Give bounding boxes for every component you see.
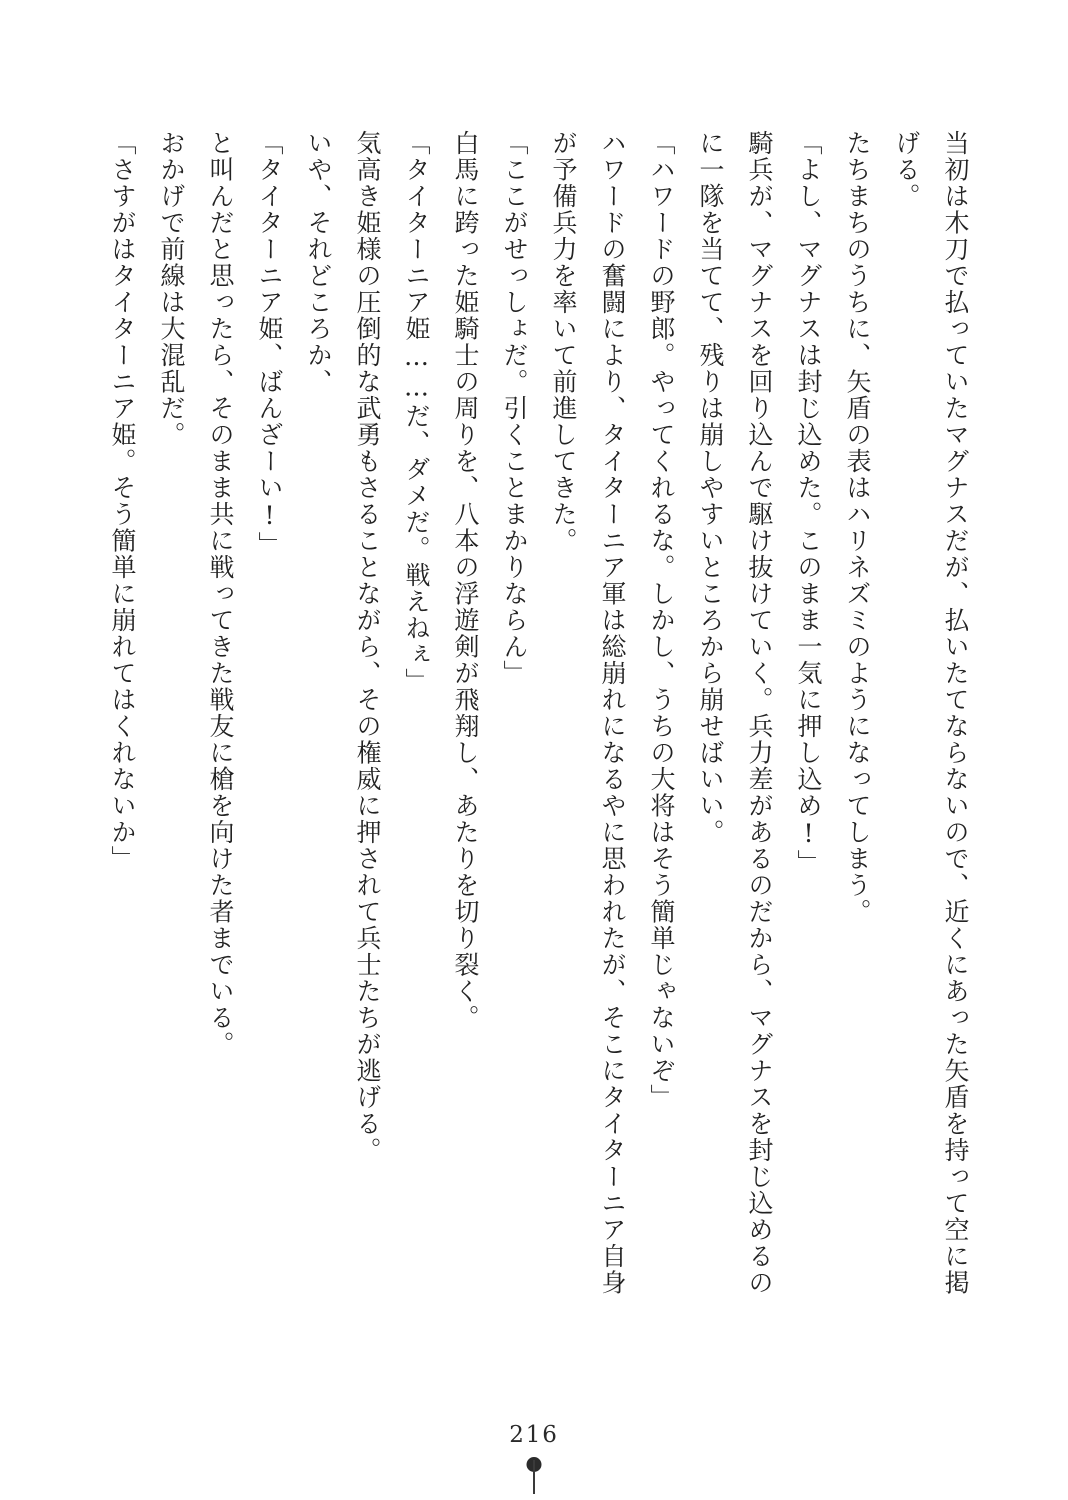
page-body-text	[100, 130, 980, 1310]
paragraph: 「タイターニア姫……だ、ダメだ。戦えねぇ」	[402, 130, 431, 695]
paragraph: ハワードの奮闘により、タイターニア軍は総崩れになるやに思われたが、そこにタイターニア自身が予備兵力を率いて前進してきた。	[549, 130, 627, 1296]
paragraph: 「ハワードの野郎。やってくれるな。しかし、うちの大将はそう簡単じゃないぞ」	[647, 130, 676, 1111]
paragraph: 「よし、マグナスは封じ込めた。このまま一気に押し込め!」	[794, 130, 823, 876]
paragraph: 「さすがはタイターニア姫。そう簡単に崩れてはくれないか」	[108, 130, 137, 872]
paragraph: おかげで前線は大混乱だ。	[157, 130, 186, 448]
page-number: 216	[509, 1422, 559, 1448]
paragraph: 当初は木刀で払っていたマグナスだが、払いたてならないので、近くにあった矢盾を持って空に掲げる。	[892, 130, 970, 1296]
paragraph: 騎兵が、マグナスを回り込んで駆け抜けていく。兵力差があるのだから、マグナスを封じ込めるのに一隊を当てて、残りは崩しやすいところから崩せばいい。	[696, 130, 774, 1296]
paragraph: いや、それどころか、	[304, 130, 333, 395]
paragraph: 白馬に跨った姫騎士の周りを、八本の浮遊剣が飛翔し、あたりを切り裂く。	[451, 130, 480, 1031]
paragraph: 「タイターニア姫、ばんざーい!」	[255, 130, 284, 558]
paragraph: たちまちのうちに、矢盾の表はハリネズミのようになってしまう。	[843, 130, 872, 925]
paragraph: と叫んだと思ったら、そのまま共に戦ってきた戦友に槍を向けた者までいる。	[206, 130, 235, 1058]
paragraph: 気高き姫様の圧倒的な武勇もさることながら、その権威に押されて兵士たちが逃げる。	[353, 130, 382, 1164]
footer-rule-ornament	[533, 1460, 535, 1494]
paragraph: 「ここがせっしょだ。引くことまかりならん」	[500, 130, 529, 687]
